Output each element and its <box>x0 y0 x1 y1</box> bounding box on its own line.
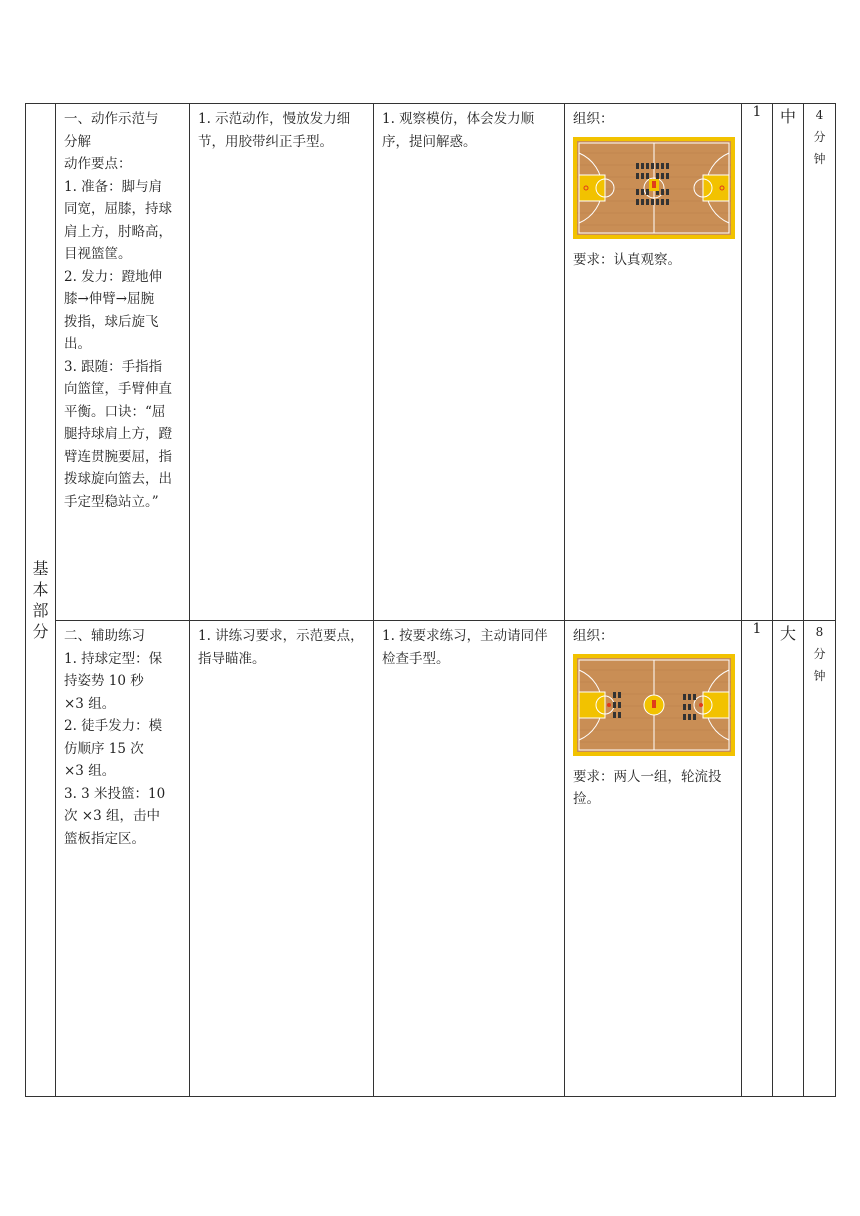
content-line: 肩上方，肘略高， <box>64 223 172 240</box>
content-line: 拨球旋向篮去，出 <box>64 471 172 487</box>
section-char: 基 <box>32 559 49 578</box>
content-line: 膝→伸臂→屈腕 <box>64 291 155 307</box>
duration-char: 4 <box>815 108 824 122</box>
content-line: 次 ×3 组，击中 <box>64 808 160 824</box>
content-line: 3. 3 米投篮：10 <box>64 785 166 802</box>
teacher-activity: 1. 示范动作，慢放发力细节，用胶带纠正手型。 <box>198 111 351 150</box>
content-line: 手定型稳站立。” <box>64 493 159 510</box>
content-line: 腿持球肩上方，蹬 <box>64 426 172 442</box>
intensity-cell: 中 <box>773 104 804 621</box>
student-activity: 1. 按要求练习，主动请同伴检查手型。 <box>382 628 548 667</box>
organization-label: 组织： <box>573 628 614 644</box>
content-line: 二、辅助练习 <box>64 628 145 644</box>
court-diagram-observe <box>573 137 735 239</box>
content-line: 一、动作示范与 <box>64 111 159 127</box>
content-line: 1. 持球定型：保 <box>64 650 163 667</box>
court-diagram-pairs <box>573 654 735 756</box>
organization-cell-2 <box>565 621 742 1097</box>
content-line: 3. 跟随：手指指 <box>64 358 163 375</box>
content-line: 向篮筐，手臂伸直 <box>64 381 172 397</box>
content-line: ×3 组。 <box>64 763 116 779</box>
content-line: 仿顺序 15 次 <box>64 740 144 757</box>
student-cell-1 <box>374 104 565 621</box>
content-line: 篮板指定区。 <box>64 830 145 847</box>
content-cell-2 <box>56 621 190 1097</box>
content-line: ×3 组。 <box>64 695 116 712</box>
organization-cell-1 <box>565 104 742 621</box>
duration-char: 分 <box>813 647 826 661</box>
duration-char: 分 <box>813 130 826 144</box>
duration-cell <box>804 104 836 621</box>
organization-label: 组织： <box>573 111 614 127</box>
duration-char: 钟 <box>813 152 826 166</box>
duration-cell <box>804 621 836 1097</box>
teacher-cell-1 <box>190 104 374 621</box>
content-cell-1 <box>56 104 190 621</box>
content-line: 2. 发力：蹬地伸 <box>64 268 163 285</box>
content-text <box>56 104 189 513</box>
teacher-cell-2 <box>190 621 374 1097</box>
section-label-cell <box>26 104 56 1097</box>
requirement-text: 要求：两人一组，轮流投捡。 <box>573 768 722 807</box>
section-char: 部 <box>32 601 49 620</box>
intensity-cell: 大 <box>773 621 804 1097</box>
student-cell-2 <box>374 621 565 1097</box>
content-line: 出。 <box>64 336 91 352</box>
section-char: 分 <box>32 622 49 641</box>
content-line: 持姿势 10 秒 <box>64 673 144 689</box>
content-line: 动作要点： <box>64 156 132 172</box>
content-line: 拨指，球后旋飞 <box>64 313 159 330</box>
content-line: 2. 徒手发力：模 <box>64 718 163 734</box>
teacher-activity: 1. 讲练习要求，示范要点，指导瞄准。 <box>198 628 364 667</box>
student-activity: 1. 观察模仿，体会发力顺序，提问解惑。 <box>382 111 535 150</box>
duration-char: 钟 <box>813 669 826 683</box>
content-line: 1. 准备：脚与肩 <box>64 178 163 195</box>
requirement-text: 要求：认真观察。 <box>573 251 681 268</box>
times-cell: 1 <box>742 621 773 1097</box>
content-text <box>56 621 189 850</box>
content-line: 同宽，屈膝，持球 <box>64 201 172 217</box>
lesson-plan-table <box>25 103 836 1097</box>
duration-char: 8 <box>815 625 824 639</box>
section-char: 本 <box>32 580 49 599</box>
content-line: 臂连贯腕要屈，指 <box>64 448 172 465</box>
times-cell: 1 <box>742 104 773 621</box>
content-line: 目视篮筐。 <box>64 246 132 262</box>
content-line: 平衡。口诀：“屈 <box>64 403 166 420</box>
content-line: 分解 <box>64 133 91 150</box>
